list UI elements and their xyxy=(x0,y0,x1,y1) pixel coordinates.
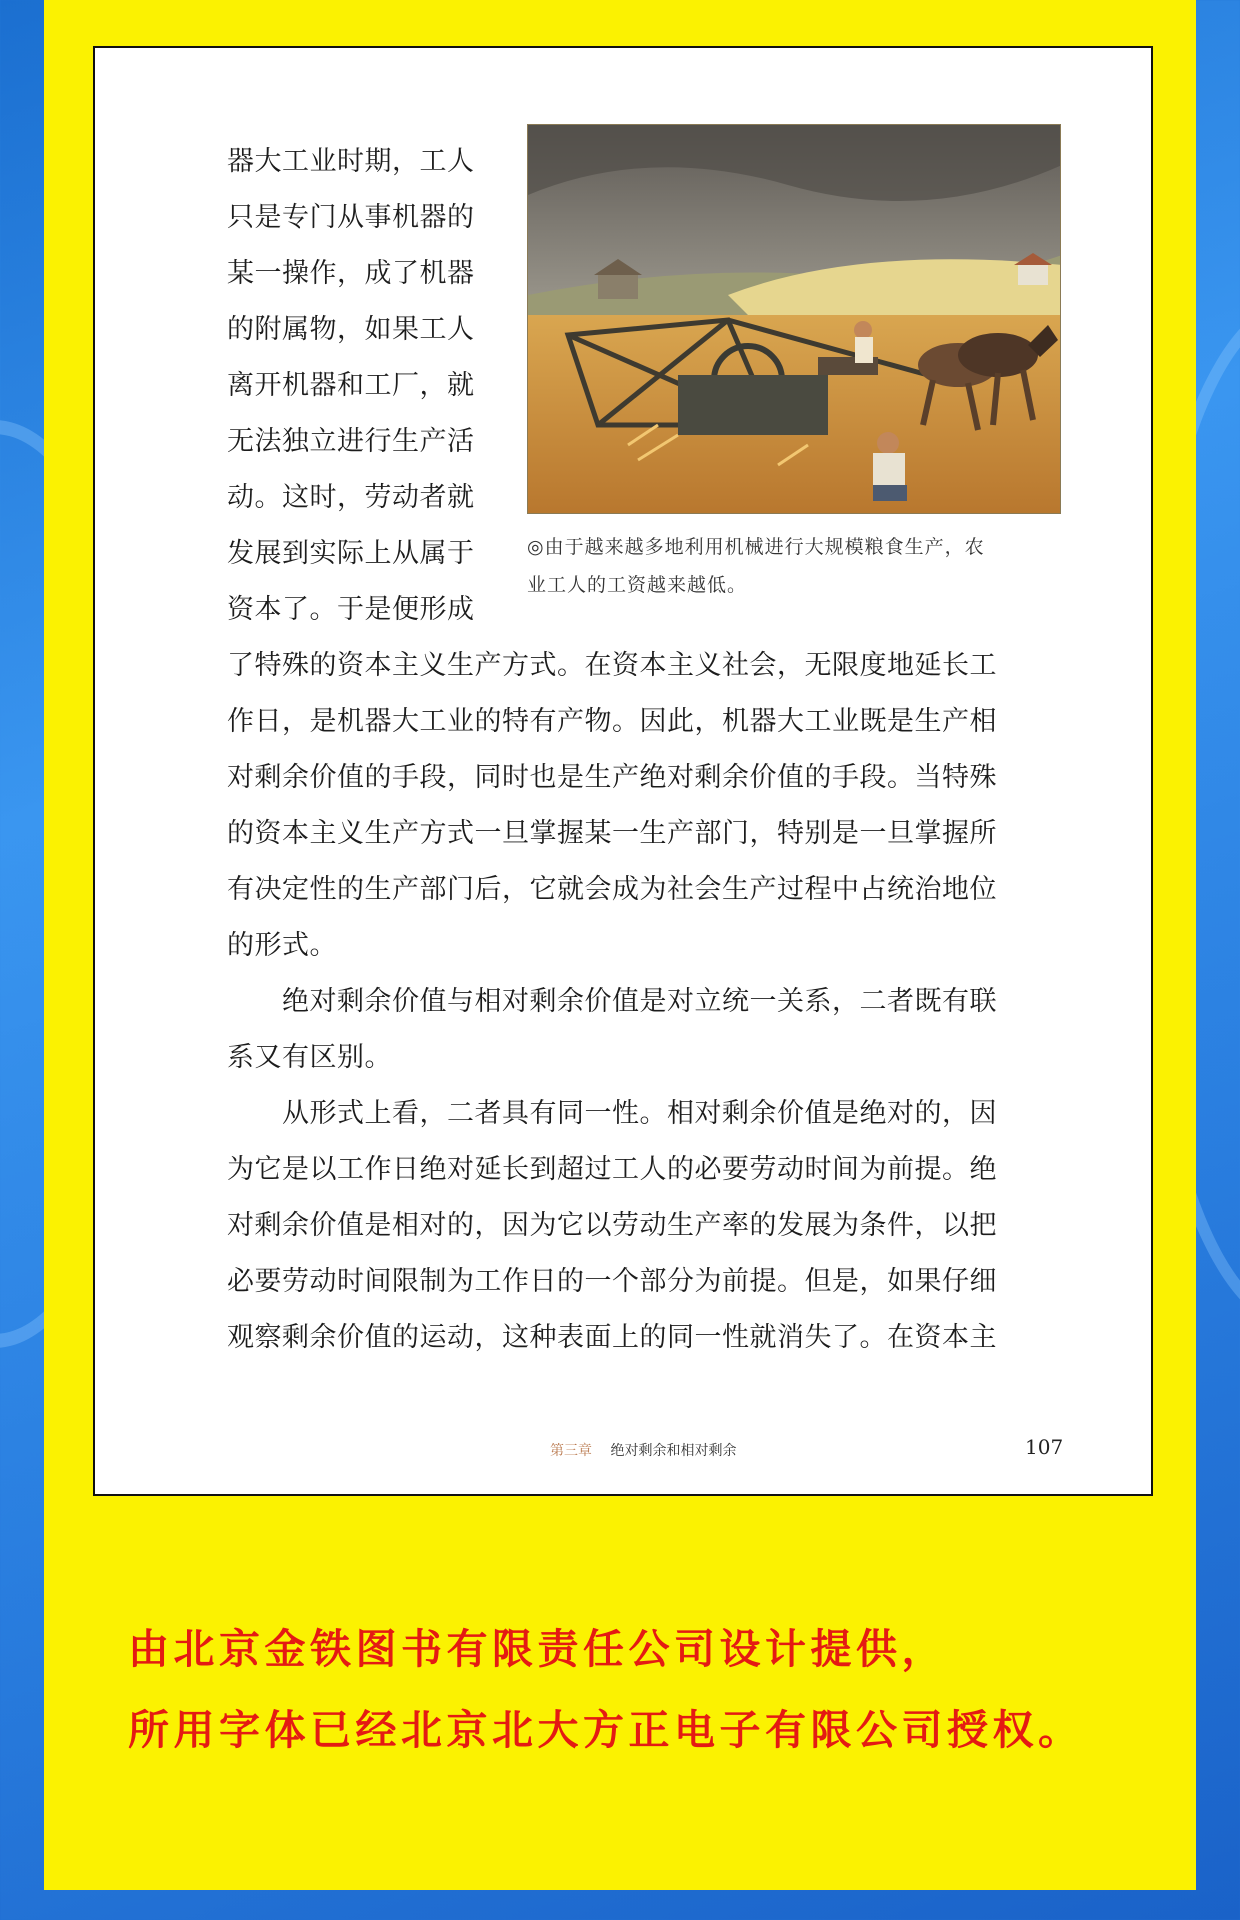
credit-line-design: 由北京金铁图书有限责任公司设计提供， xyxy=(128,1625,947,1673)
page-number: 107 xyxy=(1025,1435,1064,1459)
text-line: 为它是以工作日绝对延长到超过工人的必要劳动时间为前提。绝 xyxy=(227,1154,997,1185)
text-line: 的附属物，如果工人 xyxy=(227,314,475,345)
text-line: 只是专门从事机器的 xyxy=(227,202,475,233)
chapter-number: 第三章 xyxy=(550,1443,592,1459)
text-line: 系又有区别。 xyxy=(227,1042,392,1073)
text-line: 的资本主义生产方式一旦掌握某一生产部门，特别是一旦掌握所 xyxy=(227,818,997,849)
figure-caption xyxy=(527,528,1061,604)
text-line: 动。这时，劳动者就 xyxy=(227,482,475,513)
caption-line: 业工人的工资越来越低。 xyxy=(527,574,748,596)
text-line: 绝对剩余价值与相对剩余价值是对立统一关系，二者既有联 xyxy=(227,986,997,1017)
text-line: 器大工业时期，工人 xyxy=(227,146,475,177)
text-line: 必要劳动时间限制为工作日的一个部分为前提。但是，如果仔细 xyxy=(227,1266,997,1297)
text-line: 的形式。 xyxy=(227,930,337,961)
text-line: 资本了。于是便形成 xyxy=(227,594,475,625)
main-text xyxy=(227,638,1067,1366)
text-line: 有决定性的生产部门后，它就会成为社会生产过程中占统治地位 xyxy=(227,874,997,905)
text-line: 对剩余价值是相对的，因为它以劳动生产率的发展为条件，以把 xyxy=(227,1210,997,1241)
text-line: 了特殊的资本主义生产方式。在资本主义社会，无限度地延长工 xyxy=(227,650,997,681)
chapter-title: 绝对剩余和相对剩余 xyxy=(610,1443,737,1459)
text-line: 观察剩余价值的运动，这种表面上的同一性就消失了。在资本主 xyxy=(227,1322,997,1353)
text-line: 无法独立进行生产活 xyxy=(227,426,475,457)
text-line: 发展到实际上从属于 xyxy=(227,538,475,569)
caption-line: ◎由于越来越多地利用机械进行大规模粮食生产，农 xyxy=(527,536,985,558)
credit-line-font-license: 所用字体已经北京北大方正电子有限公司授权。 xyxy=(128,1706,1084,1754)
text-line: 对剩余价值的手段，同时也是生产绝对剩余价值的手段。当特殊 xyxy=(227,762,997,793)
text-line: 作日，是机器大工业的特有产物。因此，机器大工业既是生产相 xyxy=(227,706,997,737)
text-line: 离开机器和工厂，就 xyxy=(227,370,475,401)
harvest-illustration xyxy=(527,124,1061,514)
running-footer xyxy=(550,1440,736,1460)
book-page xyxy=(93,46,1153,1496)
text-line: 从形式上看，二者具有同一性。相对剩余价值是绝对的，因 xyxy=(227,1098,997,1129)
text-line: 某一操作，成了机器 xyxy=(227,258,475,289)
